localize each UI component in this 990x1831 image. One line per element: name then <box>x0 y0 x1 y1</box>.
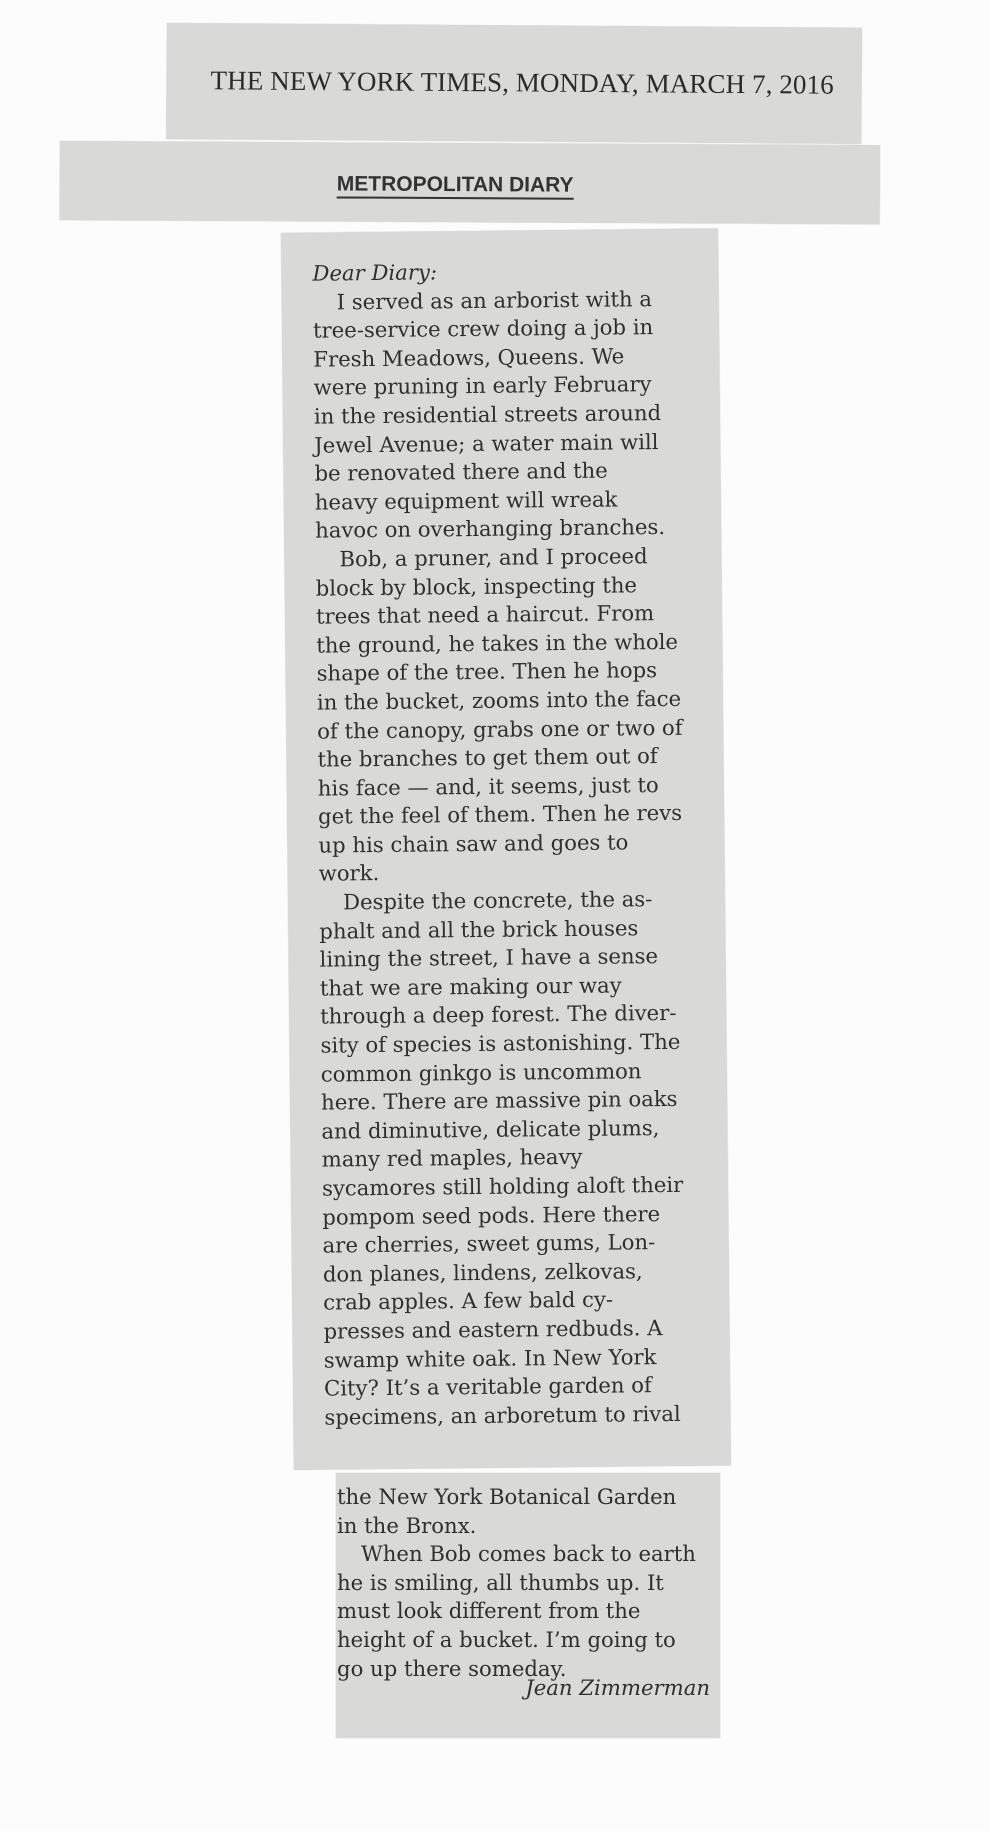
paragraph-2-line: get the feel of them. Then he revs <box>317 800 683 829</box>
paragraph-3-line: swamp white oak. In New York <box>323 1343 657 1373</box>
paragraph-3-line: here. There are massive pin oaks <box>320 1086 678 1115</box>
paragraph-1-line: be renovated there and the <box>314 457 608 486</box>
paragraph-2-line: the branches to get them out of <box>317 743 658 772</box>
paragraph-3-line: sity of species is astonishing. The <box>320 1028 681 1058</box>
paragraph-3-line: in the Bronx. <box>337 1512 477 1538</box>
paragraph-2-line: work. <box>318 860 380 887</box>
paragraph-3-line: presses and eastern redbuds. A <box>323 1315 663 1344</box>
section-header-clipping <box>60 141 880 224</box>
paragraph-3-line: crab apples. A few bald cy- <box>323 1286 614 1315</box>
article-text-top <box>312 256 690 1432</box>
paragraph-1-line: tree-service crew doing a job in <box>312 314 654 343</box>
paragraph-1-line: I served as an arborist with a <box>336 285 653 315</box>
paragraph-3-line: City? It’s a veritable garden of <box>323 1372 652 1401</box>
paragraph-3-line: through a deep forest. The diver- <box>320 1000 677 1030</box>
paragraph-2-line: shape of the tree. Then he hops <box>316 657 658 686</box>
paragraph-2-line: block by block, inspecting the <box>315 571 638 601</box>
paragraph-4-line: When Bob comes back to earth <box>361 1541 696 1567</box>
paragraph-2-line: of the canopy, grabs one or two of <box>317 714 683 744</box>
paragraph-1-line: were pruning in early February <box>313 371 652 401</box>
paragraph-2-line: his face — and, it seems, just to <box>317 771 659 801</box>
paragraph-3-line: the New York Botanical Garden <box>337 1484 677 1509</box>
paragraph-3-line: that we are making our way <box>319 972 622 1001</box>
article-text-bottom <box>337 1483 696 1683</box>
paragraph-3-line: sycamores still holding aloft their <box>321 1171 684 1201</box>
article-column-top <box>281 228 731 1470</box>
section-title: METROPOLITAN DIARY <box>337 172 574 199</box>
article-column-bottom <box>336 1473 720 1738</box>
paragraph-3-line: don planes, lindens, zelkovas, <box>322 1258 643 1287</box>
paragraph-2-line: trees that need a haircut. From <box>315 600 655 629</box>
masthead-clipping <box>166 23 862 144</box>
newspaper-dateline: THE NEW YORK TIMES, MONDAY, MARCH 7, 2016 <box>210 65 834 100</box>
paragraph-1-line: in the residential streets around <box>313 399 662 429</box>
paragraph-3-line: are cherries, sweet gums, Lon- <box>322 1229 656 1258</box>
paragraph-3-line: phalt and all the brick houses <box>319 914 639 944</box>
paragraph-1-line: Jewel Avenue; a water main will <box>314 428 659 458</box>
paragraph-2-line: in the bucket, zooms into the face <box>316 685 682 715</box>
paragraph-1-line: havoc on overhanging branches. <box>314 514 666 544</box>
paragraph-3-line: specimens, an arboretum to rival <box>324 1400 681 1430</box>
paragraph-3-line: pompom seed pods. Here there <box>322 1200 661 1230</box>
salutation: Dear Diary: <box>312 259 438 286</box>
paragraph-3-line: Despite the concrete, the as- <box>342 886 653 915</box>
paragraph-1-line: Fresh Meadows, Queens. We <box>313 343 625 372</box>
paragraph-3-line: common ginkgo is uncommon <box>320 1057 642 1087</box>
paragraph-4-line: must look different from the <box>337 1598 641 1624</box>
paragraph-4-line: go up there someday. <box>337 1655 567 1681</box>
author-signature: Jean Zimmerman <box>525 1675 710 1700</box>
paragraph-3-line: many red maples, heavy <box>321 1144 583 1173</box>
paragraph-2-line: up his chain saw and goes to <box>318 829 629 858</box>
paragraph-3-line: and diminutive, delicate plums, <box>321 1114 660 1144</box>
paragraph-2-line: Bob, a pruner, and I proceed <box>339 543 648 572</box>
paragraph-4-line: height of a bucket. I’m going to <box>337 1626 676 1652</box>
paragraph-1-line: heavy equipment will wreak <box>314 486 618 515</box>
paragraph-4-line: he is smiling, all thumbs up. It <box>337 1569 664 1595</box>
paragraph-2-line: the ground, he takes in the whole <box>316 628 679 658</box>
paragraph-3-line: lining the street, I have a sense <box>319 943 659 972</box>
